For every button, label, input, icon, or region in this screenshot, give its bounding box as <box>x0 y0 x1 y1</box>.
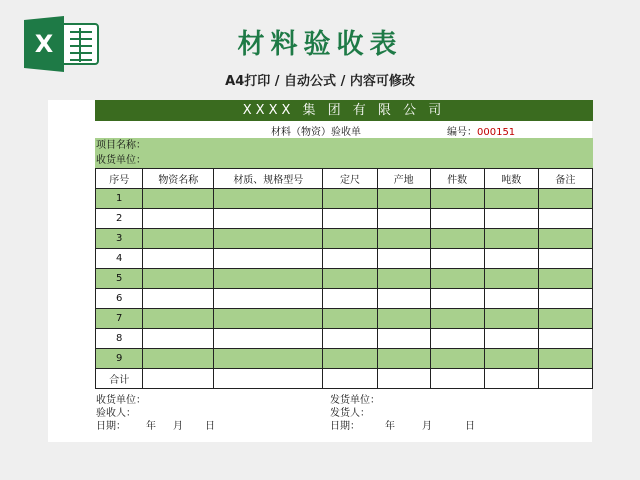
row-number: 1 <box>96 189 143 209</box>
total-row <box>96 369 593 389</box>
company-banner: XXXX 集 团 有 限 公 司 <box>95 100 593 121</box>
table-cell[interactable] <box>143 269 214 289</box>
table-cell[interactable] <box>377 209 430 229</box>
footer-day-right: 日 <box>465 421 475 432</box>
table-cell[interactable] <box>484 249 538 269</box>
table-cell[interactable] <box>484 289 538 309</box>
row-number: 3 <box>96 229 143 249</box>
document-number <box>447 123 515 138</box>
table-cell[interactable] <box>323 329 377 349</box>
footer-sender: 发货人： <box>330 408 370 419</box>
footer-inspector: 验收人： <box>96 408 136 419</box>
table-cell[interactable] <box>430 189 484 209</box>
footer-month-right: 月 <box>422 421 432 432</box>
total-label: 合计 <box>96 369 143 389</box>
column-header: 备注 <box>538 169 592 189</box>
table-row <box>96 249 593 269</box>
table-cell[interactable] <box>538 189 592 209</box>
table-cell[interactable] <box>323 269 377 289</box>
spreadsheet-preview <box>48 100 592 442</box>
table-cell[interactable] <box>214 189 323 209</box>
table-cell[interactable] <box>143 249 214 269</box>
row-number: 5 <box>96 269 143 289</box>
table-cell[interactable] <box>538 309 592 329</box>
table-cell[interactable] <box>214 309 323 329</box>
table-cell[interactable] <box>214 269 323 289</box>
table-cell[interactable] <box>143 369 214 389</box>
table-cell[interactable] <box>214 249 323 269</box>
table-cell[interactable] <box>377 349 430 369</box>
row-number: 2 <box>96 209 143 229</box>
column-header: 产地 <box>377 169 430 189</box>
page-subtitle: A4打印 / 自动公式 / 内容可修改 <box>225 74 415 89</box>
table-cell[interactable] <box>143 349 214 369</box>
table-cell[interactable] <box>484 269 538 289</box>
table-cell[interactable] <box>538 249 592 269</box>
column-header: 吨数 <box>484 169 538 189</box>
table-cell[interactable] <box>538 289 592 309</box>
table-cell[interactable] <box>484 349 538 369</box>
table-cell[interactable] <box>430 209 484 229</box>
table-cell[interactable] <box>538 209 592 229</box>
table-cell[interactable] <box>484 329 538 349</box>
table-row <box>96 329 593 349</box>
row-number: 7 <box>96 309 143 329</box>
footer-month-left: 月 <box>173 421 183 432</box>
table-row <box>96 269 593 289</box>
column-header: 物资名称 <box>143 169 214 189</box>
footer-date-left: 日期： <box>96 421 126 432</box>
table-cell[interactable] <box>484 229 538 249</box>
table-row <box>96 229 593 249</box>
table-row <box>96 209 593 229</box>
info-bar <box>95 138 593 168</box>
table-cell[interactable] <box>143 289 214 309</box>
table-cell[interactable] <box>484 189 538 209</box>
table-cell[interactable] <box>430 369 484 389</box>
row-number: 6 <box>96 289 143 309</box>
table-cell[interactable] <box>214 349 323 369</box>
table-cell[interactable] <box>377 269 430 289</box>
footer-day-left: 日 <box>205 421 215 432</box>
table-cell[interactable] <box>214 209 323 229</box>
table-cell[interactable] <box>143 209 214 229</box>
table-cell[interactable] <box>377 369 430 389</box>
table-cell[interactable] <box>430 229 484 249</box>
table-cell[interactable] <box>214 289 323 309</box>
table-cell[interactable] <box>377 229 430 249</box>
page-title: 材料验收表 <box>237 29 403 60</box>
signature-footer <box>95 389 593 437</box>
table-cell[interactable] <box>323 309 377 329</box>
footer-year-left: 年 <box>146 421 156 432</box>
table-cell[interactable] <box>323 369 377 389</box>
document-number-label: 编号： <box>447 127 477 138</box>
row-number: 9 <box>96 349 143 369</box>
project-name-label: 项目名称： <box>96 140 146 151</box>
column-header: 材质、规格型号 <box>214 169 323 189</box>
table-cell[interactable] <box>538 269 592 289</box>
column-header: 序号 <box>96 169 143 189</box>
row-number: 8 <box>96 329 143 349</box>
table-cell[interactable] <box>323 289 377 309</box>
table-cell[interactable] <box>430 349 484 369</box>
table-cell[interactable] <box>323 249 377 269</box>
table-cell[interactable] <box>538 229 592 249</box>
table-cell[interactable] <box>538 329 592 349</box>
table-cell[interactable] <box>377 329 430 349</box>
footer-year-right: 年 <box>385 421 395 432</box>
table-cell[interactable] <box>377 289 430 309</box>
table-cell[interactable] <box>323 209 377 229</box>
table-cell[interactable] <box>484 309 538 329</box>
table-cell[interactable] <box>143 329 214 349</box>
table-cell[interactable] <box>430 269 484 289</box>
column-header: 件数 <box>430 169 484 189</box>
table-cell[interactable] <box>143 189 214 209</box>
table-cell[interactable] <box>214 229 323 249</box>
table-cell[interactable] <box>377 189 430 209</box>
table-cell[interactable] <box>377 309 430 329</box>
table-cell[interactable] <box>377 249 430 269</box>
table-cell[interactable] <box>323 229 377 249</box>
document-number-value: 000151 <box>477 127 516 138</box>
table-cell[interactable] <box>430 309 484 329</box>
materials-table <box>95 168 593 389</box>
table-row <box>96 189 593 209</box>
table-row <box>96 349 593 369</box>
table-row <box>96 309 593 329</box>
receiver-unit-label: 收货单位： <box>96 155 146 166</box>
document-title: 材料（物资）验收单 <box>271 127 361 138</box>
table-cell[interactable] <box>484 209 538 229</box>
table-cell[interactable] <box>214 329 323 349</box>
column-header: 定尺 <box>323 169 377 189</box>
table-cell[interactable] <box>323 189 377 209</box>
svg-text:X: X <box>34 30 54 58</box>
table-cell[interactable] <box>143 309 214 329</box>
table-cell[interactable] <box>214 369 323 389</box>
table-cell[interactable] <box>143 229 214 249</box>
acceptance-form <box>95 100 593 437</box>
table-cell[interactable] <box>538 369 592 389</box>
table-cell[interactable] <box>430 329 484 349</box>
footer-date-right: 日期： <box>330 421 360 432</box>
table-cell[interactable] <box>430 289 484 309</box>
table-header-row <box>96 169 593 189</box>
table-row <box>96 289 593 309</box>
table-cell[interactable] <box>430 249 484 269</box>
table-cell[interactable] <box>323 349 377 369</box>
table-cell[interactable] <box>484 369 538 389</box>
table-cell[interactable] <box>538 349 592 369</box>
footer-receiver-unit: 收货单位： <box>96 395 146 406</box>
row-number: 4 <box>96 249 143 269</box>
footer-sender-unit: 发货单位： <box>330 395 380 406</box>
document-line <box>95 121 593 138</box>
